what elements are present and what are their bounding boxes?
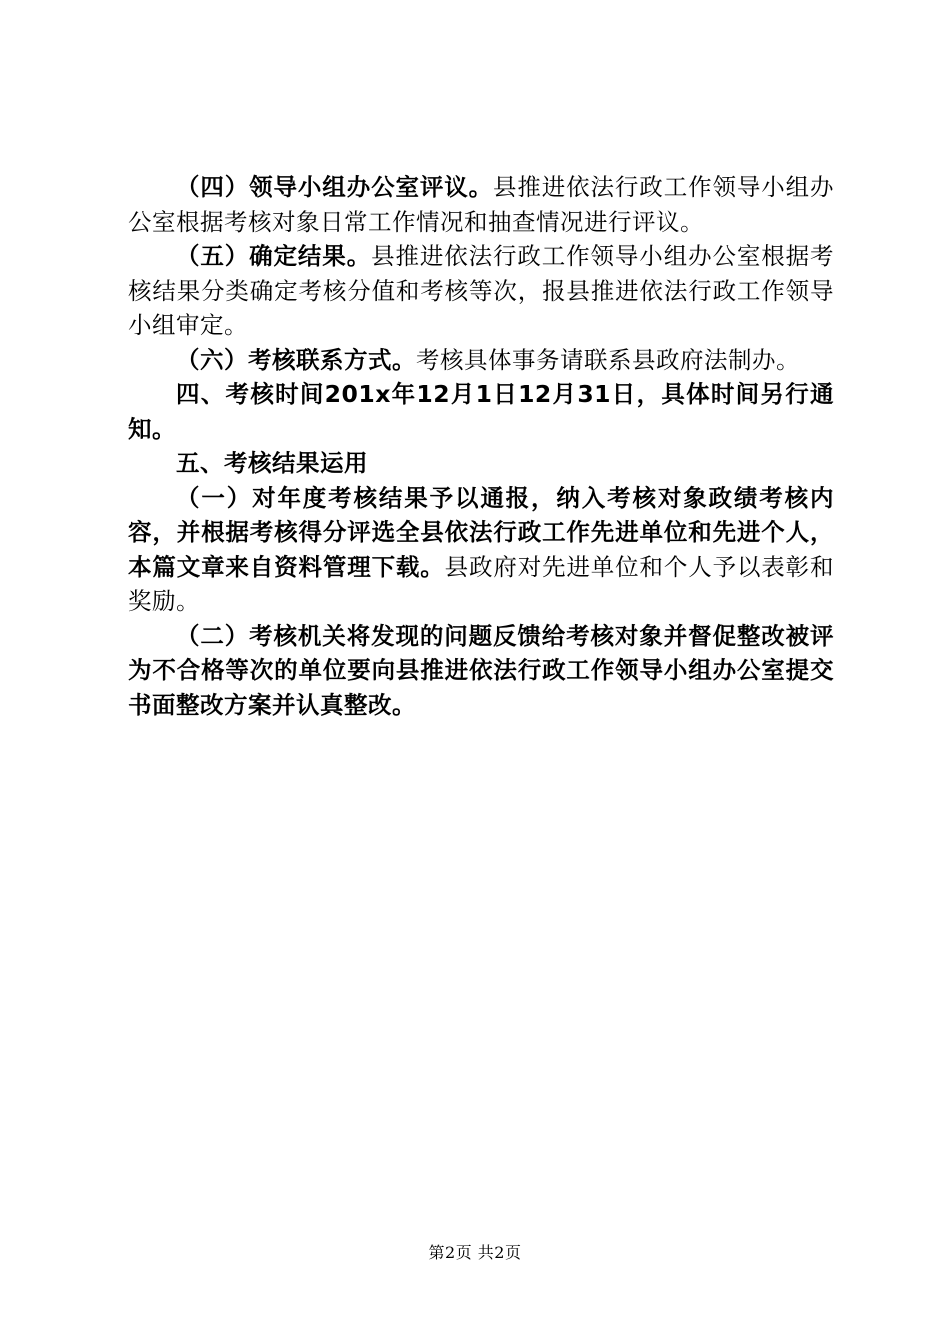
paragraph-heading: （六）考核联系方式。 bbox=[176, 345, 416, 374]
paragraph-notice bbox=[128, 481, 834, 619]
paragraph-heading: （二）考核机关将发现的问题反馈给考核对象并督促整改被评为不合格等次的单位要向县推进依法行政工作领导小组办公室提交书面整改方案并认真整改。 bbox=[128, 621, 834, 719]
paragraph-results bbox=[128, 239, 834, 343]
section-heading: 五、考核结果运用 bbox=[176, 449, 368, 477]
section-time bbox=[128, 377, 834, 446]
paragraph-review bbox=[128, 170, 834, 239]
paragraph-text: 考核具体事务请联系县政府法制办。 bbox=[416, 345, 800, 374]
section-heading: 四、考核时间201x年12月1日12月31日，具体时间另行通知。 bbox=[128, 380, 834, 443]
paragraph-heading: （五）确定结果。 bbox=[176, 242, 372, 270]
paragraph-text: 县推进依法行政工作领导小组办公室根据考核结果分类确定考核分值和考核等次，报县推进依法行政工作领导小组审定。 bbox=[128, 242, 835, 339]
paragraph-contact bbox=[128, 343, 834, 378]
paragraph-feedback bbox=[128, 619, 834, 723]
page-number: 第2页 共2页 bbox=[428, 1243, 522, 1262]
paragraph-text: 县推进依法行政工作领导小组办公室根据考核对象日常工作情况和抽查情况进行评议。 bbox=[128, 173, 834, 236]
paragraph-text: 县政府对先进单位和个人予以表彰和奖励。 bbox=[128, 552, 835, 615]
section-usage bbox=[128, 446, 834, 481]
document-body bbox=[128, 170, 834, 722]
paragraph-heading: （四）领导小组办公室评议。 bbox=[176, 173, 493, 201]
paragraph-heading: （一）对年度考核结果予以通报，纳入考核对象政绩考核内容，并根据考核得分评选全县依法行政工作先进单位和先进个人，本篇文章来自资料管理下载。 bbox=[128, 483, 834, 581]
